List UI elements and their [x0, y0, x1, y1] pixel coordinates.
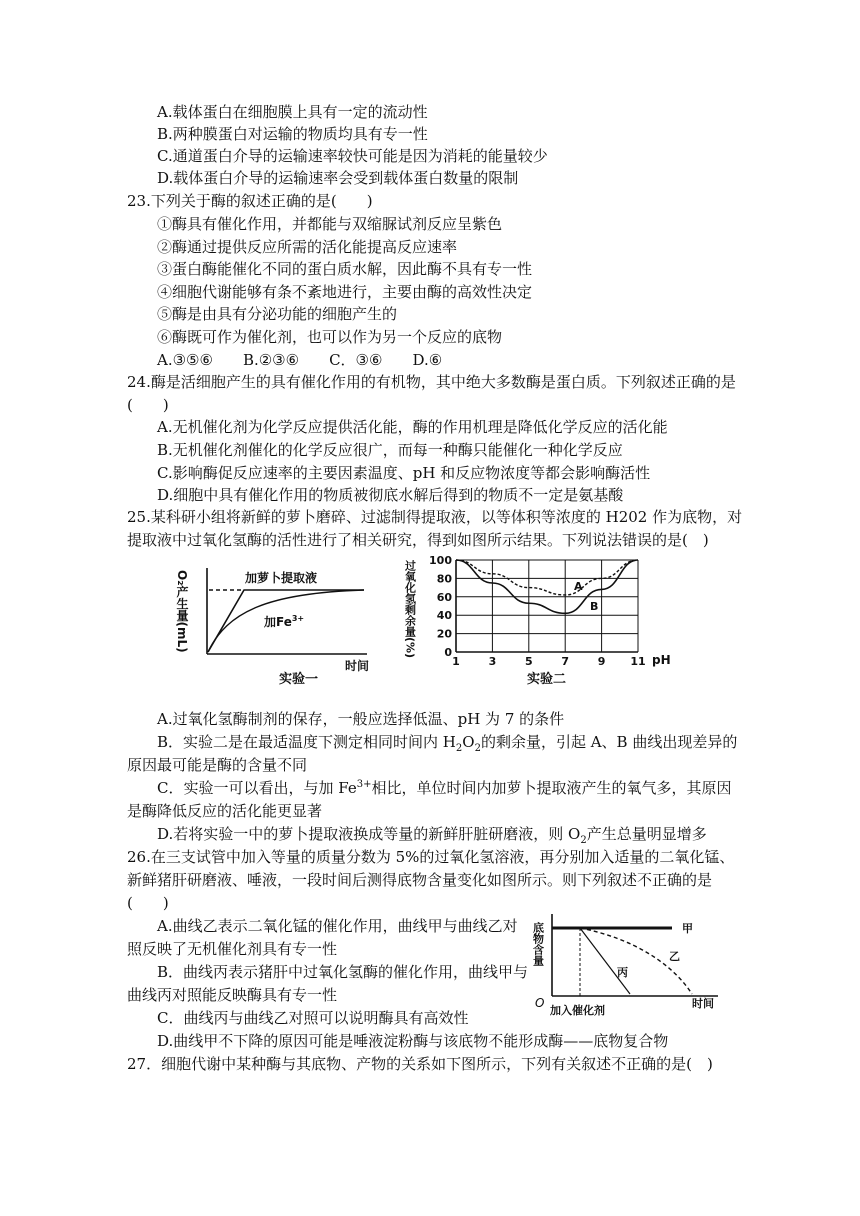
experiment-one-figure	[175, 560, 382, 690]
exp1-x-label: 时间	[345, 659, 370, 673]
q26-option-d: D.曲线甲不下降的原因可能是唾液淀粉酶与该底物不能形成酶——底物复合物	[157, 1032, 669, 1050]
q25-option-d: D.若将实验一中的萝卜提取液换成等量的新鲜肝脏研磨液，则 $O_2$产生总量明显增多	[157, 825, 707, 846]
exp2-series-a-line	[456, 560, 638, 595]
q26-x-label: 时间	[692, 997, 714, 1010]
q24-option-d: D.细胞中具有催化作用的物质被彻底水解后得到的物质不一定是氨基酸	[157, 486, 624, 504]
q23-statement-4: ④细胞代谢能够有条不紊地进行，主要由酶的高效性决定	[157, 283, 533, 301]
q24-stem-line1: 24.酶是活细胞产生的具有催化作用的有机物，其中绝大多数酶是蛋白质。下列叙述正确的是	[127, 373, 736, 391]
q24-stem-line2: ( )	[127, 396, 169, 414]
q23-options: A.③⑤⑥ B.②③⑥ C．③⑥ D.⑥	[157, 351, 443, 369]
exp2-y-tick: 0	[444, 646, 452, 659]
q25-option-b-line1: B．实验二是在最适温度下测定相同时间内 $H_2O_2$的剩余量，引起 A、B 曲线出现差异的	[157, 733, 738, 754]
exp2-series-b-label: B	[590, 600, 599, 613]
q26-option-a-line2: 照反映了无机催化剂具有专一性	[127, 940, 338, 958]
q22-option-b: B.两种膜蛋白对运输的物质均具有专一性	[157, 125, 428, 143]
exp2-y-tick: 20	[436, 627, 452, 641]
q26-option-c: C．曲线丙与曲线乙对照可以说明酶具有高效性	[157, 1009, 469, 1027]
q22-option-d: D.载体蛋白介导的运输速率会受到载体蛋白数量的限制	[157, 169, 519, 187]
q26-option-a-line1: A.曲线乙表示二氧化锰的催化作用，曲线甲与曲线乙对	[157, 917, 518, 935]
exp2-x-tick: 7	[561, 655, 570, 668]
exp2-x-tick: 9	[597, 655, 606, 668]
q23-statement-2: ②酶通过提供反应所需的活化能提高反应速率	[157, 238, 458, 256]
exp2-series-b-line	[456, 560, 638, 613]
exp2-y-label: 过氧化氢剩余量(%)	[403, 560, 417, 659]
exp2-caption: 实验二	[527, 672, 567, 687]
exp2-x-tick: 1	[452, 655, 460, 668]
q26-stem-line3: ( )	[127, 894, 169, 912]
q25-option-a: A.过氧化氢酶制剂的保存，一般应选择低温、pH 为 7 的条件	[157, 710, 565, 728]
q25-option-b-line2: 原因最可能是酶的含量不同	[127, 756, 308, 774]
exp1-y-label: O₂产生量(mL)	[175, 570, 189, 653]
q26-option-b-line2: 曲线丙对照能反映酶具有专一性	[127, 986, 338, 1004]
q24-option-c: C.影响酶促反应速率的主要因素温度、pH 和反应物浓度等都会影响酶活性	[157, 464, 651, 482]
q26-option-b-line1: B．曲线丙表示猪肝中过氧化氢酶的催化作用，曲线甲与	[157, 963, 529, 981]
q26-origin: O	[535, 996, 545, 1010]
q25-option-c-line1: C．实验一可以看出，与加 $Fe^{3+}$相比，单位时间内加萝卜提取液产生的氧气多，其原因	[157, 779, 732, 797]
exp2-y-tick: 40	[436, 609, 452, 623]
q26-catalyst-label: 加入催化剂	[550, 1004, 605, 1017]
q23-statement-1: ①酶具有催化作用，并都能与双缩脲试剂反应呈紫色	[157, 215, 503, 233]
q26-label-jia: 甲	[682, 922, 693, 935]
exp2-x-tick: 5	[524, 655, 533, 668]
q23-stem: 23.下列关于酶的叙述正确的是( )	[127, 192, 373, 210]
q24-option-a: A.无机催化剂为化学反应提供活化能，酶的作用机理是降低化学反应的活化能	[157, 418, 668, 436]
q23-statement-5: ⑤酶是由具有分泌功能的细胞产生的	[157, 305, 398, 323]
q27-stem: 27．细胞代谢中某种酶与其底物、产物的关系如下图所示，下列有关叙述不正确的是( )	[127, 1055, 713, 1073]
q26-substrate-figure	[532, 908, 732, 1024]
q25-option-c-line2: 是酶降低反应的活化能更显著	[127, 802, 323, 820]
q26-y-label: 底物含量	[531, 922, 545, 966]
q26-curve-bing	[580, 928, 630, 994]
q23-statement-6: ⑥酶既可作为催化剂，也可以作为另一个反应的底物	[157, 328, 503, 346]
exp2-y-tick: 60	[436, 590, 452, 604]
exp2-grid	[456, 560, 638, 652]
exp2-x-tick: 11	[630, 655, 646, 668]
exp1-label-fe: 加$Fe^{3+}$	[264, 614, 305, 629]
exp2-y-tick: 80	[436, 572, 452, 586]
exp2-x-tick: 3	[488, 655, 497, 668]
q26-stem-line2: 新鲜猪肝研磨液、唾液，一段时间后测得底物含量变化如图所示。则下列叙述不正确的是	[127, 871, 713, 889]
q25-stem-line1: 25.某科研小组将新鲜的萝卜磨碎、过滤制得提取液，以等体积等浓度的 H202 作为底物，对	[127, 508, 743, 526]
q26-label-bing: 丙	[617, 966, 628, 979]
experiment-two-chart	[403, 552, 678, 692]
exp2-y-tick: 100	[429, 554, 452, 567]
exp1-caption: 实验一	[279, 672, 319, 687]
q24-option-b: B.无机催化剂催化的化学反应很广，而每一种酶只能催化一种化学反应	[157, 441, 623, 459]
q22-option-a: A.载体蛋白在细胞膜上具有一定的流动性	[157, 103, 428, 121]
q22-option-c: C.通道蛋白介导的运输速率较快可能是因为消耗的能量较少	[157, 147, 548, 165]
q23-statement-3: ③蛋白酶能催化不同的蛋白质水解，因此酶不具有专一性	[157, 260, 533, 278]
exp1-label-extract: 加萝卜提取液	[245, 571, 318, 585]
q26-label-yi: 乙	[669, 950, 680, 963]
exp2-series-a-label: A	[574, 580, 583, 593]
q25-stem-line2: 提取液中过氧化氢酶的活性进行了相关研究，得到如图所示结果。下列说法错误的是( )	[127, 531, 709, 549]
q26-stem-line1: 26.在三支试管中加入等量的质量分数为 5%的过氧化氢溶液，再分别加入适量的二氧化锰、	[127, 848, 735, 866]
exp2-x-unit: pH	[652, 653, 671, 667]
